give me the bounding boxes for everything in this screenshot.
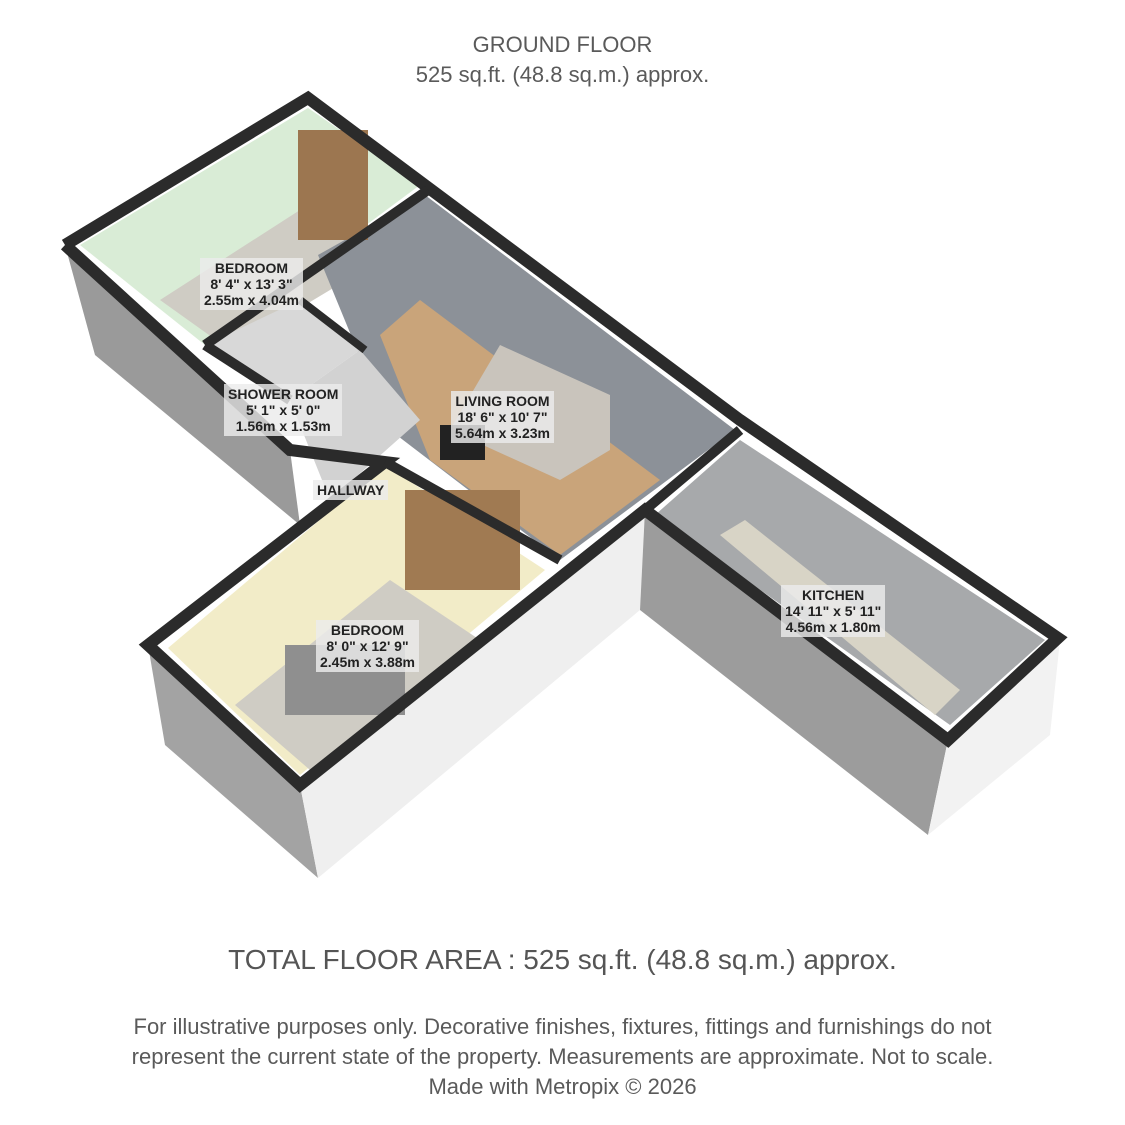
floor-name: GROUND FLOOR [472, 32, 653, 57]
room-size-imperial: 14' 11" x 5' 11" [785, 603, 882, 619]
room-label-hallway [313, 480, 388, 500]
disclaimer-line: Made with Metropix © 2026 [428, 1074, 697, 1099]
room-label-bedroom-1 [200, 258, 303, 310]
wardrobe-upper [298, 130, 368, 240]
room-size-metric: 2.45m x 3.88m [320, 654, 415, 670]
room-size-metric: 5.64m x 3.23m [455, 425, 550, 441]
room-size-imperial: 8' 4" x 13' 3" [210, 276, 293, 292]
room-name: SHOWER ROOM [228, 386, 339, 402]
disclaimer-line: represent the current state of the property. Measurements are approximate. Not to scale. [131, 1044, 994, 1069]
disclaimer [60, 1012, 1065, 1102]
total-floor-area: TOTAL FLOOR AREA : 525 sq.ft. (48.8 sq.m.) approx. [228, 944, 897, 975]
room-label-kitchen [781, 585, 885, 637]
disclaimer-line: For illustrative purposes only. Decorative finishes, fixtures, fittings and furnishings do not [133, 1014, 992, 1039]
room-size-imperial: 5' 1" x 5' 0" [246, 402, 321, 418]
room-size-metric: 1.56m x 1.53m [235, 418, 331, 434]
room-name: LIVING ROOM [455, 393, 550, 409]
room-size-imperial: 8' 0" x 12' 9" [326, 638, 409, 654]
room-name: BEDROOM [214, 260, 289, 276]
room-size-metric: 2.55m x 4.04m [204, 292, 299, 308]
floor-area: 525 sq.ft. (48.8 sq.m.) approx. [415, 62, 710, 87]
room-size-imperial: 18' 6" x 10' 7" [457, 409, 548, 425]
room-size-metric: 4.56m x 1.80m [785, 619, 881, 635]
room-label-living-room [451, 391, 554, 443]
room-label-shower-room [224, 384, 342, 436]
room-name: KITCHEN [802, 587, 865, 603]
room-name: HALLWAY [317, 482, 385, 498]
room-name: BEDROOM [330, 622, 405, 638]
room-label-bedroom-2 [316, 620, 419, 672]
